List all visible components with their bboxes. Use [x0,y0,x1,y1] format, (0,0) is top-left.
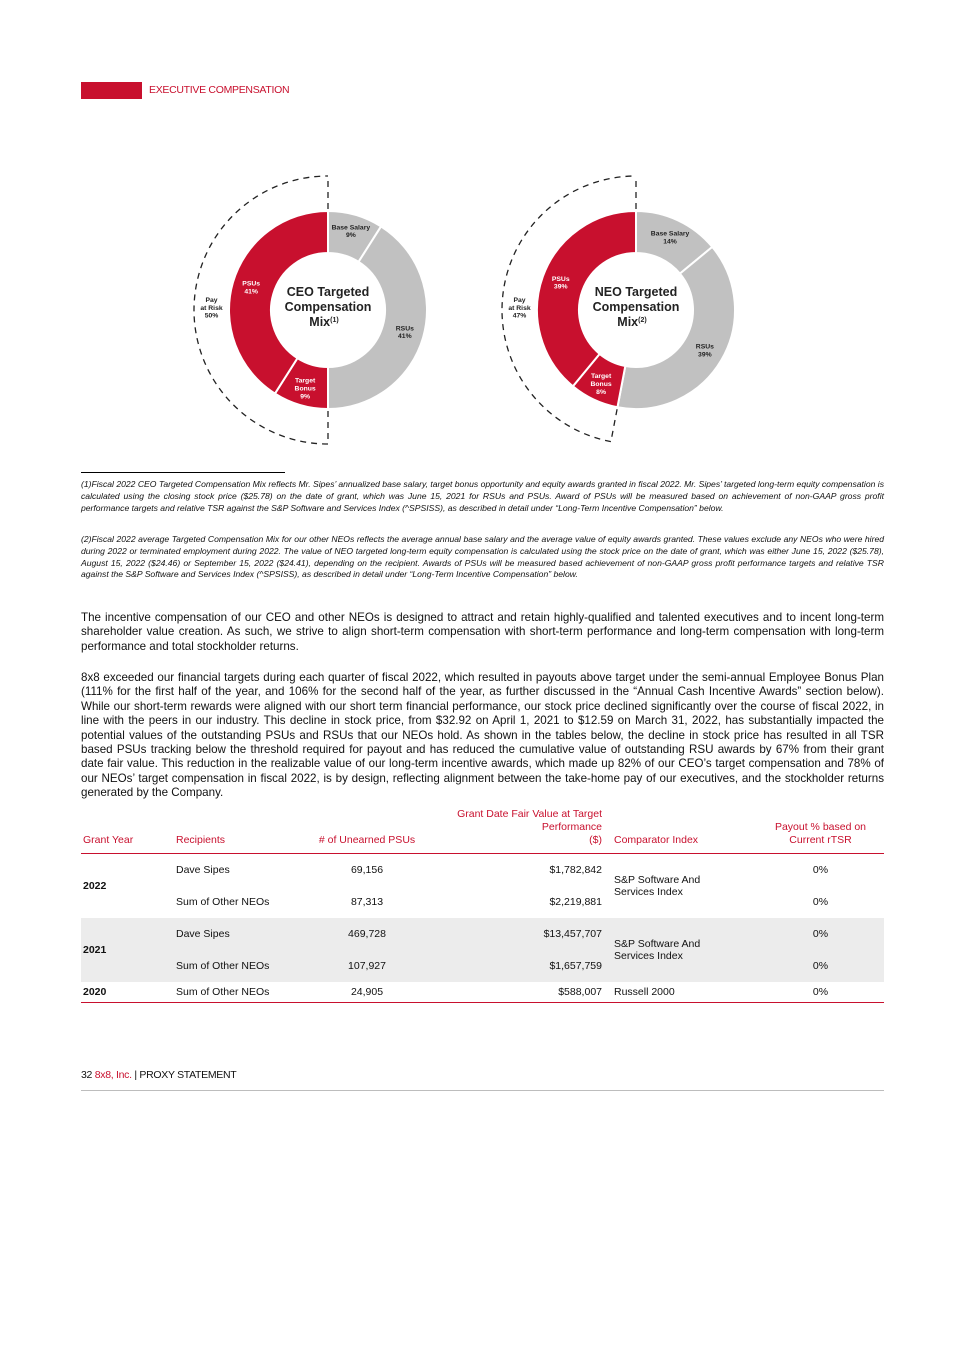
pay-at-risk-bound [611,409,617,441]
payout-cell: 0% [757,918,884,950]
slice-label: Base Salary 14% [650,230,690,246]
recipient-cell: Dave Sipes [174,918,302,950]
fair-value-cell: $1,782,842 [549,864,602,876]
slice-label: RSUs 41% [395,325,414,341]
psu-table [81,808,884,1003]
grant-year-cell: 2022 [83,880,107,892]
psus-cell: 107,927 [302,950,432,982]
payout-cell: 0% [812,864,829,876]
comparator-cell: Russell 2000 [612,982,757,1003]
col-grant-year: Grant Year [81,808,174,854]
slice-label: Base Salary 9% [331,224,371,240]
footnote-1: (1)Fiscal 2022 CEO Targeted Compensation Mix reflects Mr. Sipes’ annualized base salary, target bonus opportunity and equity awards granted in fiscal 2022. Mr. Sipes’ targeted long-term equity compensation is calculated using the closing stock price ($25.78) on the date of grant, which was June 15, 2021 for RSUs and PSUs. Award of PSUs will be measured based on achievement of non-GAAP gross profit performance targets and relative TSR against the S&P Software and Services Index (^SPSISS), as described in detail under “Long-Term Incentive Compensation” below. [81,479,884,513]
grant-year-cell: 2020 [81,982,174,1003]
page-number: 32 [81,1069,93,1081]
donut-center-title: CEO Targeted Compensation Mix$^{(1)}$ [284,285,372,329]
recipient-cell: Sum of Other NEOs [174,982,302,1003]
psus-cell: 24,905 [302,982,432,1003]
col-fair-value: Grant Date Fair Value at Target Performance ($) [432,808,612,854]
document-title: | PROXY STATEMENT [134,1069,237,1081]
table-row [81,918,884,950]
donut-center-title: NEO Targeted Compensation Mix$^{(2)}$ [592,285,680,329]
footnote-2: (2)Fiscal 2022 average Targeted Compensation Mix for our other NEOs reflects the average annual base salary and the average value of equity awards granted. These values exclude any NEOs who were hired during 2022 or terminated employment during 2022. The value of NEO targeted long-term equity compensation is calculated using the stock price on the date of grant, which was either June 15, 2022 ($25.78), August 15, 2022 ($24.46) or September 15, 2022 ($24.41), depending on the recipient. Awards of PSUs will be measured based achievement of non-GAAP gross profit performance targets and relative TSR against the S&P Software and Services Index (^SPSISS), as described in detail under “Long-Term Incentive Compensation” below. [81,534,884,580]
slice-label: RSUs 39% [695,343,714,359]
table-row [81,982,884,1003]
company-name: 8x8, Inc. [94,1069,132,1081]
table-header-row [81,808,884,854]
paragraph-financial-targets: 8x8 exceeded our financial targets during each quarter of fiscal 2022, which resulted in payouts above target under the semi-annual Employee Bonus Plan (111% for the first half of the year, and 106% for the second half of the year, as further discussed in the “Annual Cash Incentive Awards” section below). While our short-term rewards were aligned with our short term financial performance, our stock price declined significantly over the course of fiscal 2022, in line with the peers in our industry. This decline in stock price, from $32.92 on April 1, 2021 to $12.59 on March 31, 2022, has substantially impacted the potential values of the outstanding PSUs and RSUs that our NEOs hold. As shown in the tables below, the decline in stock price has resulted in all TSR based PSUs tracking below the threshold required for payout and has reduced the cumulative value of outstanding RSU awards by 67% from their grant date fair value. This reduction in the realizable value of our long-term incentive awards, which made up 82% of our CEO’s target compensation and 78% of our NEOs’ target compensation in fiscal 2022, is by design, reflecting alignment between the take-home pay of our executives, and the stockholder returns generated by the Company. [81,671,884,800]
fair-value-cell: $588,007 [432,982,612,1003]
pay-at-risk-label: Pay at Risk 47% [508,297,531,320]
compensation-mix-charts [0,150,965,470]
payout-cell: 0% [812,896,829,908]
col-payout: Payout % based on Current rTSR [757,808,884,854]
pay-at-risk-label: Pay at Risk 50% [200,297,223,320]
payout-cell: 0% [757,982,884,1003]
fair-value-cell: $13,457,707 [432,918,612,950]
slice-label: PSUs 41% [242,280,261,296]
slice-label: PSUs 39% [551,275,570,291]
grant-year-cell: 2021 [81,918,174,982]
table-row [81,886,884,918]
header-accent-bar [81,82,142,99]
slice-label: Target Bonus 9% [294,377,316,401]
section-header: EXECUTIVE COMPENSATION [149,84,290,96]
comparator-cell: S&P Software And Services Index [612,918,757,982]
payout-cell: 0% [757,950,884,982]
psus-cell: 469,728 [302,918,432,950]
footnote-rule [81,472,285,473]
fair-value-cell: $2,219,881 [549,896,602,908]
col-comparator-index: Comparator Index [612,808,757,854]
fair-value-cell: $1,657,759 [432,950,612,982]
recipient-cell: Sum of Other NEOs [174,950,302,982]
neo-compensation-donut [502,176,735,442]
recipient-cell: Dave Sipes [176,864,230,876]
table-row [81,854,884,887]
ceo-compensation-donut [194,176,427,444]
page-footer [81,1069,236,1081]
col-unearned-psus: # of Unearned PSUs [302,808,432,854]
recipient-cell: Sum of Other NEOs [176,896,270,908]
psus-cell: 69,156 [350,864,384,876]
col-recipients: Recipients [174,808,302,854]
footer-rule [81,1090,884,1091]
paragraph-incentive: The incentive compensation of our CEO and other NEOs is designed to attract and retain highly-qualified and talented executives and to incent long-term shareholder value creation. As such, we strive to align short-term compensation with short-term performance and long-term compensation with long-term performance and total stockholder returns. [81,611,884,653]
comparator-cell: S&P Software And Services Index [614,874,701,898]
psus-cell: 87,313 [350,896,384,908]
table-row [81,950,884,982]
slice-label: Target Bonus 8% [590,373,612,396]
